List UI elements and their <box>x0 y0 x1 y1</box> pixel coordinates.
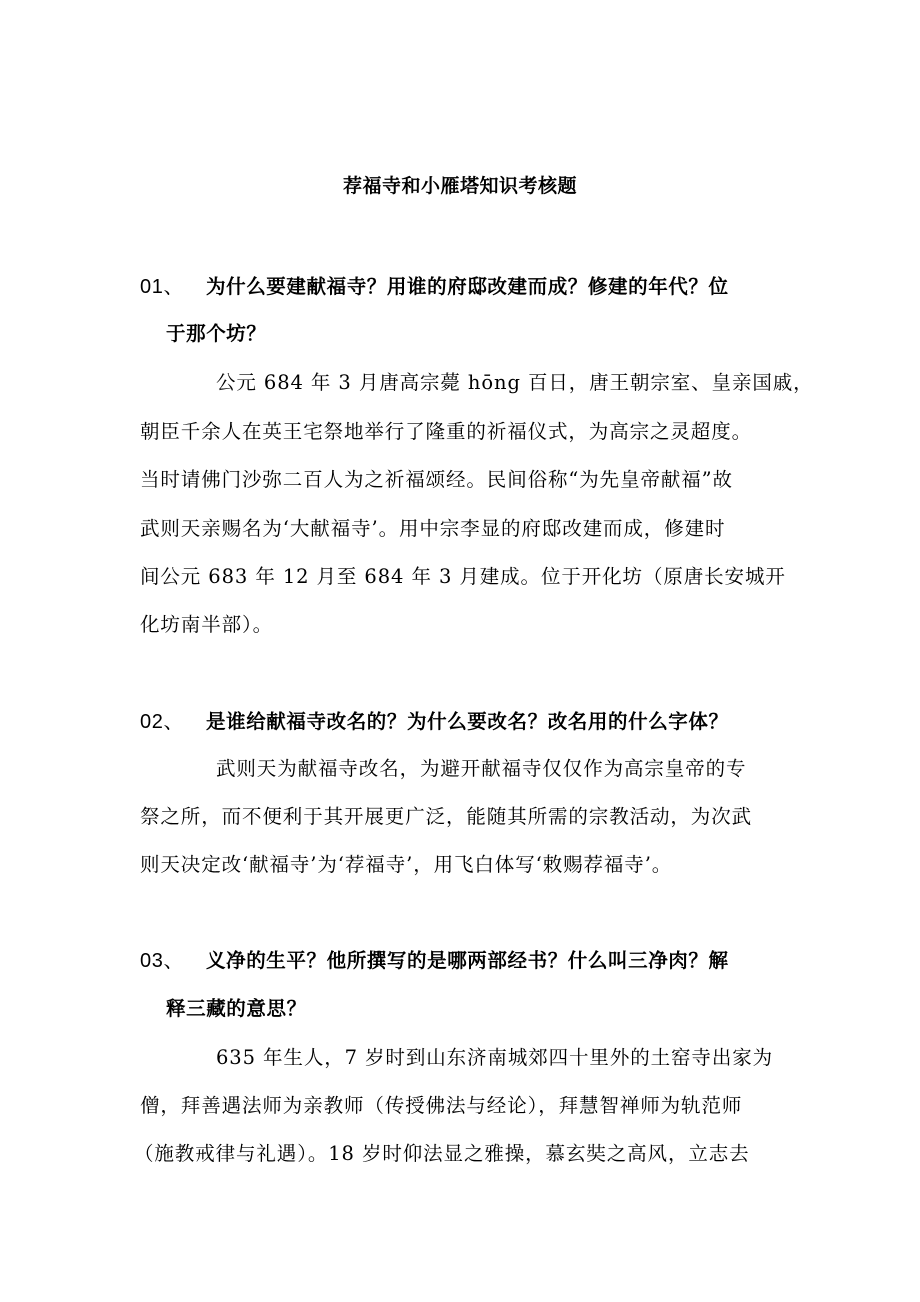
answer-03-line-2: 僧，拜善遇法师为亲教师（传授佛法与经论），拜慧智禅师为轨范师 <box>140 1094 743 1117</box>
answer-01-line-4: 武则天亲赐名为‘大献福寺’。用中宗李显的府邸改建而成，修建时 <box>140 517 726 540</box>
answer-01-line-5: 间公元 683 年 12 月至 684 年 3 月建成。位于开化坊（原唐长安城开 <box>140 565 786 588</box>
question-number: 01、 <box>140 276 185 298</box>
question-text: 义净的生平？他所撰写的是哪两部经书？什么叫三净肉？解 <box>206 949 729 972</box>
question-03-line-1 <box>140 944 729 973</box>
answer-01-line-1: 公元 684 年 3 月唐高宗薨 hōng 百日，唐王朝宗室、皇亲国戚， <box>216 371 814 394</box>
question-text: 为什么要建献福寺？用谁的府邸改建而成？修建的年代？位 <box>206 275 729 298</box>
question-01-line-1 <box>140 270 729 299</box>
question-03-line-2: 释三藏的意思？ <box>166 997 307 1020</box>
answer-01-line-3: 当时请佛门沙弥二百人为之祈福颂经。民间俗称“为先皇帝献福”故 <box>140 468 733 491</box>
question-number: 02、 <box>140 711 185 733</box>
question-02-line-1 <box>140 705 729 734</box>
document-title: 荐福寺和小雁塔知识考核题 <box>342 175 577 197</box>
answer-03-line-3: （施教戒律与礼遇）。18 岁时仰法显之雅操，慕玄奘之高风，立志去 <box>134 1142 750 1165</box>
question-01-line-2: 于那个坊？ <box>166 322 267 345</box>
question-number: 03、 <box>140 950 185 972</box>
question-text: 是谁给献福寺改名的？为什么要改名？改名用的什么字体？ <box>206 710 729 733</box>
answer-02-line-1: 武则天为献福寺改名，为避开献福寺仅仅作为高宗皇帝的专 <box>216 757 747 780</box>
answer-02-line-3: 则天决定改‘献福寺’为‘荐福寺’，用飞白体写‘敕赐荐福寺’。 <box>140 853 673 876</box>
answer-01-line-6: 化坊南半部）。 <box>140 613 274 636</box>
answer-03-line-1: 635 年生人，7 岁时到山东济南城郊四十里外的土窑寺出家为 <box>216 1046 774 1069</box>
answer-01-line-2: 朝臣千余人在英王宅祭地举行了隆重的祈福仪式，为高宗之灵超度。 <box>140 420 753 443</box>
answer-02-line-2: 祭之所，而不便利于其开展更广泛，能随其所需的宗教活动，为次武 <box>140 805 753 828</box>
